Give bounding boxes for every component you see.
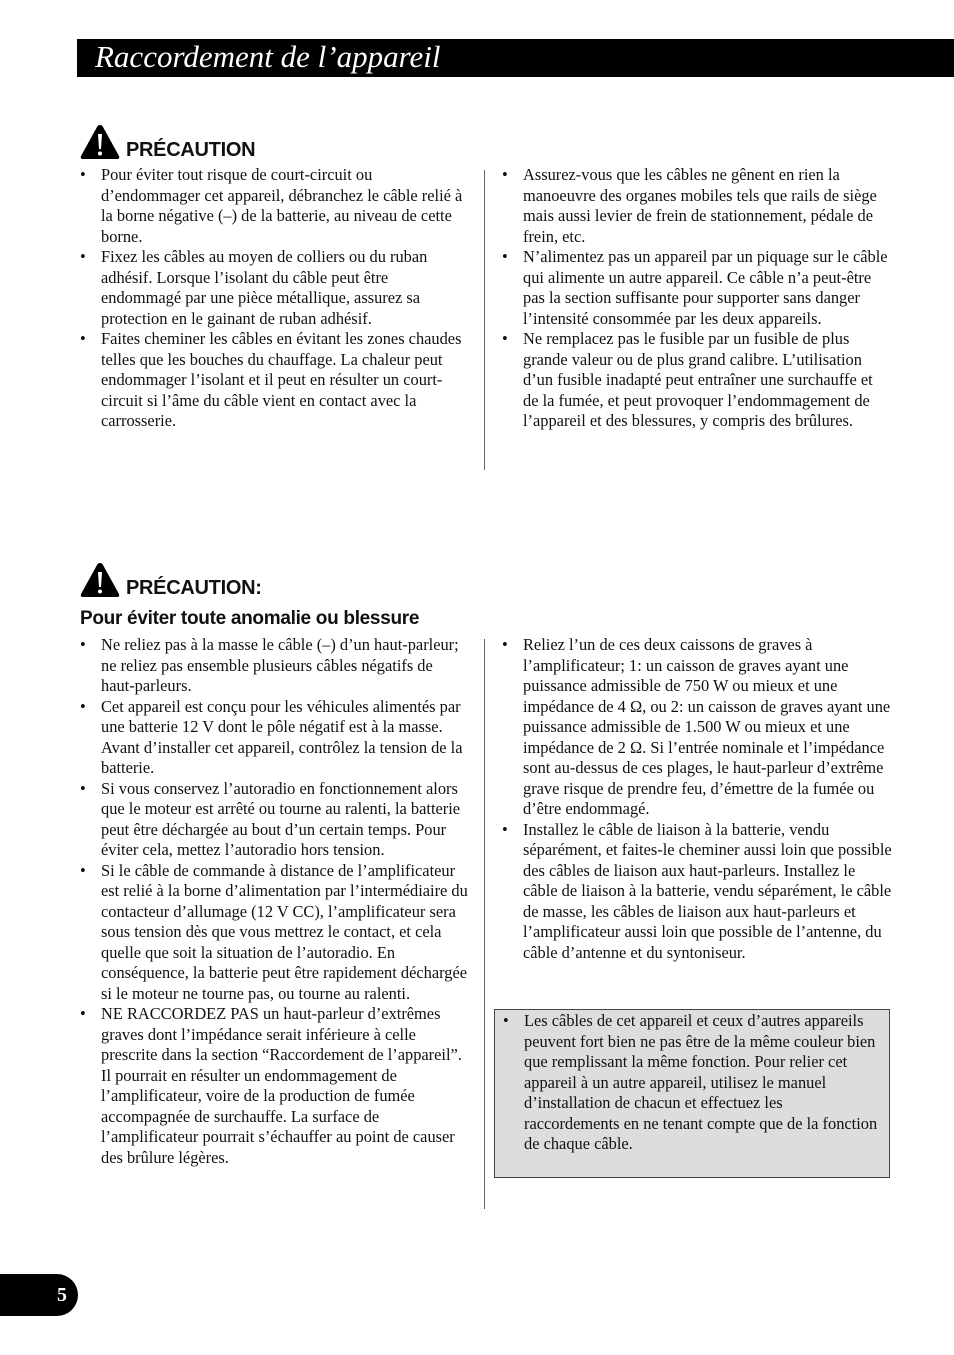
page-title: Raccordement de l’appareil bbox=[95, 39, 441, 74]
list-item: • N’alimentez pas un appareil par un piquage sur le câble qui alimente un autre appareil. Ce câble n’a peut-être pas la section suffisante pour supporter sans danger l’intensité consommée par les deux appareils. bbox=[502, 247, 892, 329]
header-bar bbox=[77, 39, 954, 77]
list-item: • Faites cheminer les câbles en évitant les zones chaudes telles que les bouches du chauffage. La chaleur peut endommager l’isolant et il peut en résulter un court-circuit si l’âme du câble vient en contact avec la carrosserie. bbox=[80, 329, 468, 432]
warning-triangle-icon bbox=[80, 562, 120, 598]
section2-subheading: Pour éviter toute anomalie ou blessure bbox=[80, 608, 420, 629]
section2-left-column bbox=[80, 635, 468, 1168]
page-number-tab bbox=[0, 1274, 78, 1316]
column-divider bbox=[484, 639, 485, 1209]
list-item: • NE RACCORDEZ PAS un haut-parleur d’extrêmes graves dont l’impédance serait inférieure à celle prescrite dans la section “Raccordement de l’appareil”. Il pourrait en résulter un endommagement de l’amplificateur, voire de la production de fumée accompagnée de surchauffe. La surface de l’amplificateur pourrait s’échauffer au point de causer des brûlure légères. bbox=[80, 1004, 468, 1168]
precaution-heading-1-text: PRÉCAUTION bbox=[126, 139, 256, 161]
precaution-heading-1 bbox=[80, 124, 255, 160]
list-item: • Fixez les câbles au moyen de colliers ou du ruban adhésif. Lorsque l’isolant du câble peut être endommagé par une pièce métallique, assurez sa protection en le gainant de ruban adhésif. bbox=[80, 247, 468, 329]
section1-left-column bbox=[80, 165, 468, 432]
section2-right-column bbox=[502, 635, 892, 963]
note-box bbox=[494, 1009, 890, 1178]
list-item: • Pour éviter tout risque de court-circuit ou d’endommager cet appareil, débranchez le câble relié à la borne négative (–) de la batterie, au niveau de cette borne. bbox=[80, 165, 468, 247]
list-item: • Si le câble de commande à distance de l’amplificateur est relié à la borne d’alimentation par l’intermédiaire du contacteur d’allumage (12 V CC), l’amplificateur sera sous tension dès que vous mettrez le contact, et cela quelle que soit la situation de l’autoradio. En conséquence, la batterie peut être rapidement déchargée si le moteur ne tourne pas, ou tourne au ralenti. bbox=[80, 861, 468, 1005]
list-item: • Cet appareil est conçu pour les véhicules alimentés par une batterie 12 V dont le pôle négatif est à la masse. Avant d’installer cet appareil, contrôlez la tension de la batterie. bbox=[80, 697, 468, 779]
list-item: • Assurez-vous que les câbles ne gênent en rien la manoeuvre des organes mobiles tels que rails de siège mais aussi levier de frein de stationnement, pédale de frein, etc. bbox=[502, 165, 892, 247]
section1-right-column bbox=[502, 165, 892, 432]
warning-triangle-icon bbox=[80, 124, 120, 160]
note-text: • Les câbles de cet appareil et ceux d’autres appareils peuvent fort bien ne pas être de la même couleur bien que remplissant la même fonction. Pour relier cet appareil à un autre appareil, utilisez le manuel d’installation de chacun et effectuez les raccordements en ne tenant compte que de la fonction de chaque câble. bbox=[503, 1011, 881, 1155]
list-item: • Si vous conservez l’autoradio en fonctionnement alors que le moteur est arrêté ou tourne au ralenti, la batterie peut être déchargée au bout d’un certain temps. Pour éviter cela, mettez l’autoradio hors tension. bbox=[80, 779, 468, 861]
list-item: • Reliez l’un de ces deux caissons de graves à l’amplificateur; 1: un caisson de graves ayant une puissance admissible de 750 W ou mieux et une impédance de 4 Ω, ou 2: un caisson de graves ayant une puissance admissible de 1.500 W ou mieux et une impédance de 2 Ω. Si l’entrée nominale et l’impédance sont au-dessus de ces plages, le haut-parleur d’extrême grave risque de prendre feu, d’émettre de la fumée ou d’être endommagé. bbox=[502, 635, 892, 820]
list-item: • Ne reliez pas à la masse le câble (–) d’un haut-parleur; ne reliez pas ensemble plusieurs câbles négatifs de haut-parleurs. bbox=[80, 635, 468, 697]
precaution-heading-2-text: PRÉCAUTION: bbox=[126, 577, 262, 599]
column-divider bbox=[484, 170, 485, 470]
list-item: • Installez le câble de liaison à la batterie, vendu séparément, et faites-le cheminer aussi loin que possible des câbles de liaison aux haut-parleurs. Installez le câble de liaison à la batterie, vendu séparément, le câble de masse, les câbles de liaison aux haut-parleurs et l’amplificateur aussi loin que possible de l’antenne, du câble d’antenne et du syntoniseur. bbox=[502, 820, 892, 964]
page-number: 5 bbox=[57, 1284, 67, 1306]
list-item: • Ne remplacez pas le fusible par un fusible de plus grande valeur ou de plus grand calibre. L’utilisation d’un fusible inadapté peut entraîner une surchauffe et de la fumée, et peut provoquer l’endommagement de l’appareil et des blessures, y compris des brûlures. bbox=[502, 329, 892, 432]
precaution-heading-2 bbox=[80, 562, 262, 598]
